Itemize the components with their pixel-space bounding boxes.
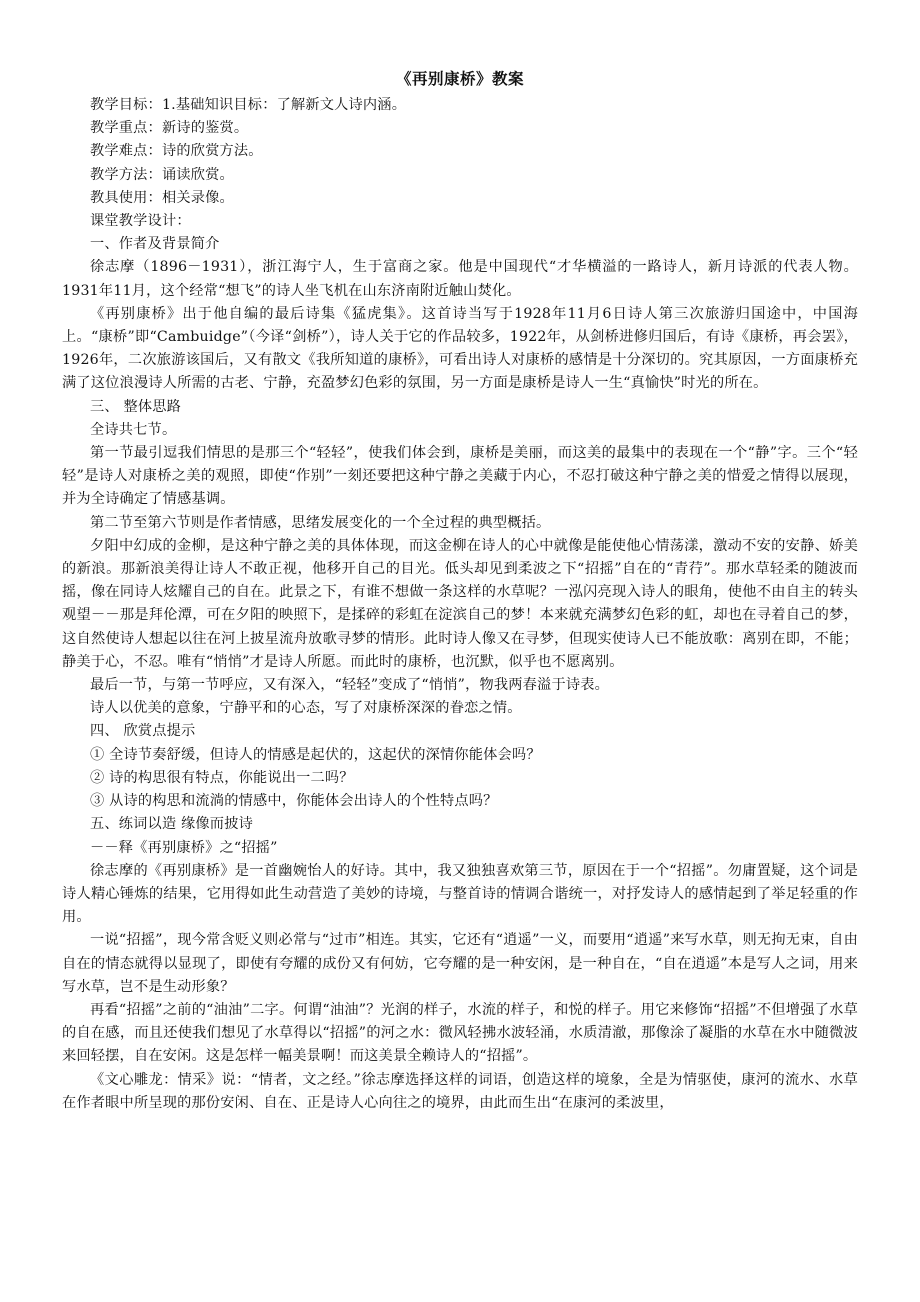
paragraph: 三、 整体思路 [90, 398, 182, 415]
paragraph: －－释《再别康桥》之“招摇” [90, 839, 278, 856]
paragraph: 全诗共七节。 [90, 421, 177, 438]
paragraph: 第一节最引逗我们情思的是那三个“轻轻”，使我们体会到，康桥是美丽，而这美的最集中的表现在一个“静”字。三个“轻轻”是诗人对康桥之美的观照，即使“作别”一刻还要把这种宁静之美藏于内心，不忍打破这种宁静之美的惜爱之情得以展现，并为全诗确定了情感基调。 [62, 445, 858, 508]
document-body [62, 94, 858, 1115]
paragraph: ③ 从诗的构思和流淌的情感中，你能体会出诗人的个性特点吗？ [90, 793, 498, 810]
paragraph: 一、作者及背景简介 [90, 236, 220, 253]
paragraph: 教学目标：1.基础知识目标：了解新文人诗内涵。 [90, 97, 407, 113]
paragraph: 第二节至第六节则是作者情感，思绪发展变化的一个全过程的典型概括。 [90, 514, 551, 531]
paragraph: 四、 欣赏点提示 [90, 723, 196, 740]
paragraph: 再看“招摇”之前的“油油”二字。何谓“油油”？光润的样子，水流的样子，和悦的样子。用它来修饰“招摇”不但增强了水草的自在感，而且还使我们想见了水草得以“招摇”的河之水：微风轻拂水波轻涌，水质清澈，那像涂了凝脂的水草在水中随微波来回轻摆，自在安闲。这是怎样一幅美景啊！而这美景全赖诗人的“招摇”。 [62, 1001, 858, 1065]
paragraph: 课堂教学设计： [90, 213, 191, 230]
paragraph: 教学方法：诵读欣赏。 [90, 166, 234, 183]
document-title: 《再别康桥》教案 [395, 69, 524, 88]
paragraph: 教学难点：诗的欣赏方法。 [90, 143, 263, 160]
paragraph: 一说“招摇”，现今常含贬义则必常与“过市”相连。其实，它还有“逍遥”一义，而要用“逍遥”来写水草，则无拘无束，自由自在的情态就得以显现了，即使有夸耀的成份又有何妨，它夸耀的是一种安闲，是一种自在，“自在逍遥”本是写人之词，用来写水草，岂不是生动形象？ [62, 932, 858, 995]
paragraph: 徐志摩的《再别康桥》是一首幽婉怡人的好诗。其中，我又独独喜欢第三节，原因在于一个“招摇”。勿庸置疑，这个词是诗人精心锤炼的结果，它用得如此生动营造了美妙的诗境，与整首诗的情调合谐统一，对抒发诗人的感情起到了举足轻重的作用。 [62, 862, 858, 926]
paragraph: ② 诗的构思很有特点，你能说出一二吗？ [90, 769, 354, 786]
paragraph: 诗人以优美的意象，宁静平和的心态，写了对康桥深深的眷恋之情。 [90, 700, 522, 717]
paragraph: 夕阳中幻成的金柳，是这种宁静之美的具体体现，而这金柳在诗人的心中就像是能使他心情荡漾，激动不安的安静、娇美的新浪。那新浪美得让诗人不敢正视，他移开自己的目光。低头却见到柔波之下“招摇”自在的“青荇”。那水草轻柔的随波而摇，像在同诗人炫耀自己的自在。此景之下，有谁不想做一条这样的水草呢？一泓闪亮现入诗人的眼角，使他不由自主的转头观望－－那是拜伦潭，可在夕阳的映照下，是揉碎的彩虹在淀滨自己的梦！本来就充满梦幻色彩的虹，却也在寻着自己的梦，这自然使诗人想起以往在河上披星流舟放歌寻梦的情形。此时诗人像又在寻梦，但现实使诗人已不能放歌：离别在即，不能；静美于心，不忍。唯有“悄悄”才是诗人所愿。而此时的康桥，也沉默，似乎也不愿离别。 [62, 537, 858, 670]
paragraph: 教学重点：新诗的鉴赏。 [90, 120, 249, 137]
paragraph: 最后一节，与第一节呼应，又有深入，“轻轻”变成了“悄悄”，物我两春溢于诗表。 [90, 677, 609, 694]
paragraph: 徐志摩（1896－1931），浙江海宁人，生于富商之家。他是中国现代“才华横溢的一路诗人，新月诗派的代表人物。1931年11月，这个经常“想飞”的诗人坐飞机在山东济南附近触山焚化。 [62, 259, 858, 299]
paragraph: 教具使用：相关录像。 [90, 189, 234, 206]
document-page [62, 66, 858, 1115]
paragraph: 《再别康桥》出于他自编的最后诗集《猛虎集》。这首诗当写于1928年11月6日诗人第三次旅游归国途中，中国海上。“康桥”即“Cambuidge”（今译“剑桥”），诗人关于它的作品较多，1922年，从剑桥进修归国后，有诗《康桥，再会罢》，1926年，二次旅游该国后，又有散文《我所知道的康桥》，可看出诗人对康桥的感情是十分深切的。究其原因，一方面康桥充满了这位浪漫诗人所需的古老、宁静，充盈梦幻色彩的氛围，另一方面是康桥是诗人一生“真愉快”时光的所在。 [62, 305, 858, 392]
paragraph: 五、练词以造 缘像而披诗 [90, 816, 253, 833]
paragraph: 《文心雕龙：情采》说：“情者，文之经。”徐志摩选择这样的词语，创造这样的境象，全是为情驱使，康河的流水、水草在作者眼中所呈现的那份安闲、自在、正是诗人心向往之的境界，由此而生出“在康河的柔波里， [62, 1071, 858, 1111]
paragraph: ① 全诗节奏舒缓，但诗人的情感是起伏的，这起伏的深情你能体会吗？ [90, 746, 541, 763]
